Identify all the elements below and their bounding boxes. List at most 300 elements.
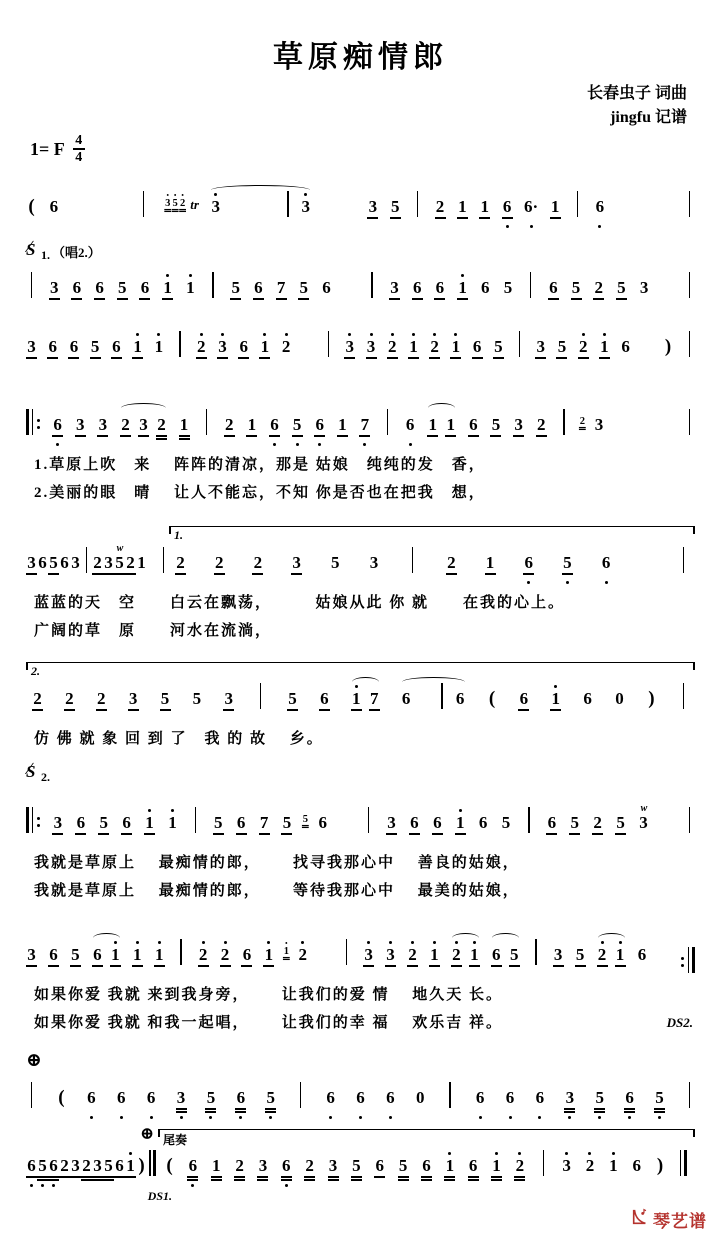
note-cell: 3	[75, 403, 86, 448]
octave-dot-above	[582, 333, 585, 336]
beam-underline	[592, 833, 603, 835]
note-cell: 2	[156, 403, 167, 448]
notation-row	[26, 1124, 695, 1203]
note-cell: 3	[26, 541, 37, 586]
note-cell: 1	[211, 1144, 222, 1189]
note-cell: 3	[594, 415, 604, 434]
beam-underline	[319, 709, 330, 711]
beam-underline	[111, 357, 122, 359]
beam-underline	[103, 1179, 114, 1181]
note-cell: 3	[103, 541, 114, 586]
beam-underline	[92, 1179, 103, 1181]
note-cell: 5	[556, 325, 567, 370]
barline	[412, 553, 414, 573]
note-cell: 5	[616, 266, 627, 311]
beam-underline	[213, 833, 224, 835]
note-cell: 6	[632, 1156, 641, 1175]
note-cell: 5	[90, 325, 101, 370]
note-cell: 5	[37, 1144, 48, 1189]
octave-dot-below	[296, 443, 299, 446]
beam-underline	[302, 825, 309, 826]
beam-underline	[485, 573, 496, 575]
octave-dot-below	[52, 1184, 55, 1187]
beam-underline	[139, 298, 150, 300]
note-cell: 6	[601, 541, 612, 586]
beam-underline	[92, 965, 103, 967]
note-cell: 6	[111, 325, 122, 370]
beam-underline	[48, 965, 59, 967]
beam-underline	[479, 217, 490, 219]
octave-dot-below	[658, 1116, 661, 1119]
note-cell: 3	[49, 266, 60, 311]
note-cell: 2	[32, 677, 43, 722]
beam-underline	[594, 1108, 605, 1110]
note-cell: 5	[213, 801, 224, 846]
barline	[689, 415, 691, 435]
beam-underline	[52, 833, 63, 835]
note-cell: 5	[265, 1076, 276, 1121]
beam-underline	[491, 1176, 502, 1178]
beam-underline	[427, 435, 438, 437]
octave-dot-above	[136, 333, 139, 336]
octave-dot-above	[411, 941, 414, 944]
note-cell: 6	[146, 1076, 157, 1121]
note-cell: 2	[92, 541, 103, 586]
note-cell: 6	[60, 553, 69, 572]
note-cell: w 3	[639, 803, 648, 832]
beam-underline	[238, 357, 249, 359]
beam-underline	[162, 298, 173, 300]
slur-group	[491, 933, 520, 978]
note-cell: 1	[185, 266, 196, 311]
note-cell: 3	[70, 1144, 81, 1189]
segno-number: 1.	[41, 248, 50, 262]
note-cell: 2	[579, 414, 585, 427]
note-cell: 1	[444, 1144, 455, 1189]
note-cell: 3	[553, 933, 564, 978]
song-title: 草原痴情郎	[273, 41, 448, 74]
segno-icon: S ∕	[26, 240, 39, 260]
lyric-line: 仿 佛 就 象 回 到 了 我 的 故 乡。	[34, 731, 324, 747]
segno-number: 2.	[41, 770, 50, 784]
octave-dot-above	[603, 333, 606, 336]
beam-underline	[179, 209, 186, 210]
note-cell: 1	[491, 1144, 502, 1189]
octave-dot-above	[554, 685, 557, 688]
beam-underline	[26, 1176, 37, 1178]
parenthesis: )	[656, 1155, 664, 1176]
octave-dot-above	[495, 1152, 498, 1155]
beam-underline	[265, 1111, 276, 1113]
beam-underline	[98, 833, 109, 835]
note-cell: 2	[125, 541, 136, 586]
note-cell: 5	[160, 677, 171, 722]
beam-underline	[64, 709, 75, 711]
beam-underline	[593, 298, 604, 300]
beam-underline	[304, 1179, 315, 1181]
note-cell: 5	[331, 553, 340, 572]
note-cell: 1	[154, 933, 165, 978]
note-cell: 5	[205, 1076, 216, 1121]
barline	[530, 278, 532, 298]
parenthesis: (	[488, 688, 496, 709]
beam-underline	[298, 298, 309, 300]
note-cell: 1	[259, 325, 270, 370]
note-cell: 6	[241, 933, 252, 978]
beam-underline	[491, 1179, 502, 1181]
parenthesis: (	[28, 196, 35, 217]
note-cell: 7	[276, 266, 287, 311]
beam-underline	[281, 1179, 292, 1181]
note-cell: 5	[192, 689, 202, 708]
music-system	[26, 238, 695, 311]
beam-underline	[236, 833, 247, 835]
note-cell: 6	[434, 266, 445, 311]
system-marker	[26, 760, 695, 782]
note-cell: 6	[47, 325, 58, 370]
beam-underline	[599, 357, 610, 359]
beam-underline	[214, 573, 225, 575]
note-cell: 2	[120, 403, 131, 448]
notation-row	[26, 266, 695, 311]
octave-dot-above	[202, 941, 205, 944]
barline	[260, 689, 262, 709]
note-cell: 2	[234, 1144, 245, 1189]
outro-bracket	[140, 1124, 695, 1189]
lyric-line: 1.草原上吹 来 阵阵的清凉，那是 姑娘 纯纯的发 香，	[34, 457, 486, 473]
beam-underline	[569, 833, 580, 835]
octave-dot-above	[389, 941, 392, 944]
note-cell: 1	[351, 677, 362, 722]
mordent-mark: w	[640, 803, 647, 814]
note-cell: 1	[137, 553, 146, 572]
octave-dot-below	[628, 1116, 631, 1119]
beam-underline	[81, 1179, 92, 1181]
octave-dot-above	[348, 333, 351, 336]
beam-underline	[513, 435, 524, 437]
note-cell: 7	[359, 403, 370, 448]
beam-underline	[269, 435, 280, 437]
beam-underline	[535, 357, 546, 359]
note-cell: 1	[427, 403, 438, 448]
beam-underline	[514, 1179, 525, 1181]
beam-underline	[132, 357, 143, 359]
grace-note-group	[303, 788, 309, 846]
note-cell: 6	[523, 541, 534, 586]
slur-arc	[452, 933, 479, 943]
beam-underline	[96, 709, 107, 711]
slur-arc	[121, 403, 166, 413]
beam-underline	[359, 435, 370, 437]
beam-underline	[412, 298, 423, 300]
beam-underline	[103, 573, 114, 575]
note-cell: 3	[513, 403, 524, 448]
note-cell: 5	[493, 325, 504, 370]
note-cell: 6	[374, 1144, 385, 1189]
note-cell: 2	[304, 1144, 315, 1189]
note-cell: 2	[96, 677, 107, 722]
note-cell: 6	[281, 1144, 292, 1189]
octave-dot-below	[318, 443, 321, 446]
credits-block	[0, 82, 687, 130]
beam-underline	[363, 965, 374, 967]
note-cell: 0	[416, 1088, 425, 1107]
slur-arc	[352, 677, 379, 687]
note-cell: 2	[179, 189, 186, 217]
beam-underline	[90, 357, 101, 359]
barline-repeat-start	[26, 813, 41, 833]
note-cell: 3	[389, 266, 400, 311]
beam-underline	[196, 357, 207, 359]
beam-underline	[575, 965, 586, 967]
note-cell: 1	[455, 801, 466, 846]
note-cell: 6	[594, 185, 605, 230]
note-cell: 6	[86, 1076, 97, 1121]
beam-underline	[48, 1176, 59, 1178]
note-cell: 3	[366, 325, 377, 370]
note-cell: 1	[445, 403, 456, 448]
barline	[212, 278, 214, 298]
note-cell: 2	[451, 933, 462, 978]
note-cell: 6	[26, 1144, 37, 1189]
note-cell: 2	[407, 933, 418, 978]
beam-underline	[220, 965, 231, 967]
octave-dot-below	[41, 1184, 44, 1187]
beam-underline	[562, 573, 573, 575]
beam-underline	[553, 965, 564, 967]
beam-underline	[59, 1176, 70, 1178]
time-signature	[73, 134, 85, 164]
barline	[143, 197, 145, 217]
beam-underline	[457, 217, 468, 219]
beam-underline	[224, 435, 235, 437]
volta-label: 2.	[31, 664, 40, 678]
grace-note-group	[579, 390, 585, 448]
note-cell: 2	[593, 266, 604, 311]
note-cell: 3	[210, 185, 221, 230]
slur-group	[210, 185, 311, 230]
note-cell: 6	[139, 266, 150, 311]
octave-dot-above	[267, 941, 270, 944]
beam-underline	[351, 1176, 362, 1178]
note-cell: 2	[252, 541, 263, 586]
note-cell: 1	[615, 933, 626, 978]
note-cell: 6	[468, 1144, 479, 1189]
beam-underline	[654, 1108, 665, 1110]
note-cell: 1	[550, 185, 561, 230]
beam-underline	[398, 1176, 409, 1178]
outro-label: 尾奏	[163, 1133, 188, 1147]
beam-underline	[523, 573, 534, 575]
slur-group	[451, 933, 480, 978]
beam-underline	[187, 1179, 198, 1181]
beam-underline	[198, 965, 209, 967]
barline	[417, 197, 419, 217]
beam-underline	[328, 1179, 339, 1181]
beam-underline	[176, 1108, 187, 1110]
music-system	[26, 172, 695, 230]
note-cell: 2	[64, 677, 75, 722]
octave-dot-below	[120, 1116, 123, 1119]
note-cell: 6	[48, 1144, 59, 1189]
note-cell: 6	[534, 1076, 545, 1121]
note-cell: 2	[81, 1144, 92, 1189]
note-cell: 3	[92, 1144, 103, 1189]
note-cell: 6	[355, 1076, 366, 1121]
note-cell: 6	[269, 403, 280, 448]
beam-underline	[386, 833, 397, 835]
note-cell: 2	[220, 933, 231, 978]
music-system	[26, 920, 695, 1034]
note-cell: 1	[167, 801, 178, 846]
beam-underline	[125, 1176, 136, 1178]
slur-group	[427, 403, 456, 448]
note-cell: w 5	[114, 541, 125, 586]
beam-underline	[179, 435, 190, 437]
note-cell: 1	[429, 933, 440, 978]
octave-dot-below	[479, 1116, 482, 1119]
beam-underline	[654, 1111, 665, 1113]
octave-dot-below	[209, 1116, 212, 1119]
barline	[328, 337, 330, 357]
barline	[563, 415, 565, 435]
barline	[195, 813, 197, 833]
slur-arc	[428, 403, 455, 413]
beam-underline	[37, 1176, 48, 1178]
note-cell: 6	[502, 185, 513, 230]
beam-underline	[337, 435, 348, 437]
octave-dot-above	[200, 333, 203, 336]
beam-underline	[468, 435, 479, 437]
note-cell: 6	[481, 278, 490, 297]
beam-underline	[265, 1108, 276, 1110]
octave-dot-below	[598, 225, 601, 228]
note-cell: 1	[479, 185, 490, 230]
notation-row	[26, 920, 695, 978]
beam-underline	[369, 709, 380, 711]
beam-underline	[314, 435, 325, 437]
beam-underline	[597, 965, 608, 967]
beam-underline	[514, 1176, 525, 1178]
octave-dot-below	[150, 1116, 153, 1119]
note-cell: 1	[179, 403, 190, 448]
barline-double	[149, 1156, 156, 1176]
octave-dot-below	[389, 1116, 392, 1119]
note-cell: 6	[319, 677, 330, 722]
beam-underline	[235, 1108, 246, 1110]
note-cell: 5	[351, 1144, 362, 1189]
beam-underline	[92, 573, 103, 575]
note-cell: 6	[401, 689, 411, 708]
note-cell: 6	[405, 403, 416, 448]
coda-icon: ⊕	[26, 1050, 42, 1071]
note-cell: 3	[344, 325, 355, 370]
note-cell: 6	[322, 278, 331, 297]
note-cell: 6	[455, 689, 465, 708]
note-cell: 6	[478, 813, 488, 832]
note-cell: 6	[68, 325, 79, 370]
music-system	[26, 1048, 695, 1121]
barline	[206, 415, 208, 435]
note-cell: 5	[509, 933, 520, 978]
beam-underline	[366, 357, 377, 359]
ds-barline	[147, 1144, 172, 1203]
octave-dot-above	[224, 941, 227, 944]
note-cell: 6	[236, 801, 247, 846]
grace-note-group	[160, 172, 199, 230]
beam-underline	[469, 965, 480, 967]
beam-underline	[70, 1176, 81, 1178]
octave-dot-above	[166, 274, 169, 277]
note-cell: 6	[432, 801, 443, 846]
slur-arc	[492, 933, 519, 943]
lyric-line: 如果你爱 我就 来到我身旁， 让我们的爱 情 地久天 长。	[34, 987, 504, 1003]
note-cell: 2	[297, 933, 308, 978]
note-cell: 5	[98, 801, 109, 846]
note-cell: 6	[49, 197, 59, 216]
note-cell: 3	[97, 403, 108, 448]
beam-underline	[75, 833, 86, 835]
beam-underline	[179, 438, 190, 440]
note-cell: 2	[584, 1144, 595, 1189]
beam-underline	[579, 427, 586, 428]
barline	[86, 553, 88, 573]
octave-dot-above	[171, 809, 174, 812]
octave-dot-above	[454, 333, 457, 336]
beam-underline	[234, 1179, 245, 1181]
beam-underline	[398, 1179, 409, 1181]
beam-underline	[187, 1176, 198, 1178]
notation-row	[26, 172, 695, 230]
logo-text: 琴艺谱	[653, 1212, 707, 1231]
note-cell: 6	[583, 689, 592, 708]
beam-underline	[432, 833, 443, 835]
note-cell: 5	[303, 812, 309, 825]
slur-group	[351, 677, 380, 722]
barline	[519, 337, 521, 357]
note-cell: 1	[550, 677, 561, 722]
beam-underline	[421, 1179, 432, 1181]
beam-underline	[287, 709, 298, 711]
beam-underline	[259, 357, 270, 359]
beam-underline	[172, 211, 179, 212]
note-cell: 1	[125, 1144, 136, 1189]
note-cell: 6	[546, 801, 557, 846]
note-cell: 5	[501, 813, 511, 832]
octave-dot-below	[273, 443, 276, 446]
ds-label: DS2.	[666, 1015, 693, 1030]
meter-numerator: 4	[75, 133, 83, 149]
coda-icon: ⊕	[140, 1124, 155, 1143]
beam-underline	[281, 833, 292, 835]
beam-underline	[429, 965, 440, 967]
note-cell: 2	[214, 541, 225, 586]
beam-underline	[446, 573, 457, 575]
note-cell: 6	[518, 677, 529, 722]
octave-dot-below	[90, 1116, 93, 1119]
beam-underline	[594, 1111, 605, 1113]
octave-dot-above	[459, 809, 462, 812]
note-cell: 3	[561, 1144, 572, 1189]
beam-underline	[451, 965, 462, 967]
note-cell: 7	[369, 677, 380, 722]
note-cell: 5	[281, 801, 292, 846]
beam-underline	[26, 965, 37, 967]
note-cell: 1	[132, 933, 143, 978]
octave-dot-below	[530, 225, 533, 228]
octave-dot-above	[433, 333, 436, 336]
note-cell: 3	[176, 1076, 187, 1121]
